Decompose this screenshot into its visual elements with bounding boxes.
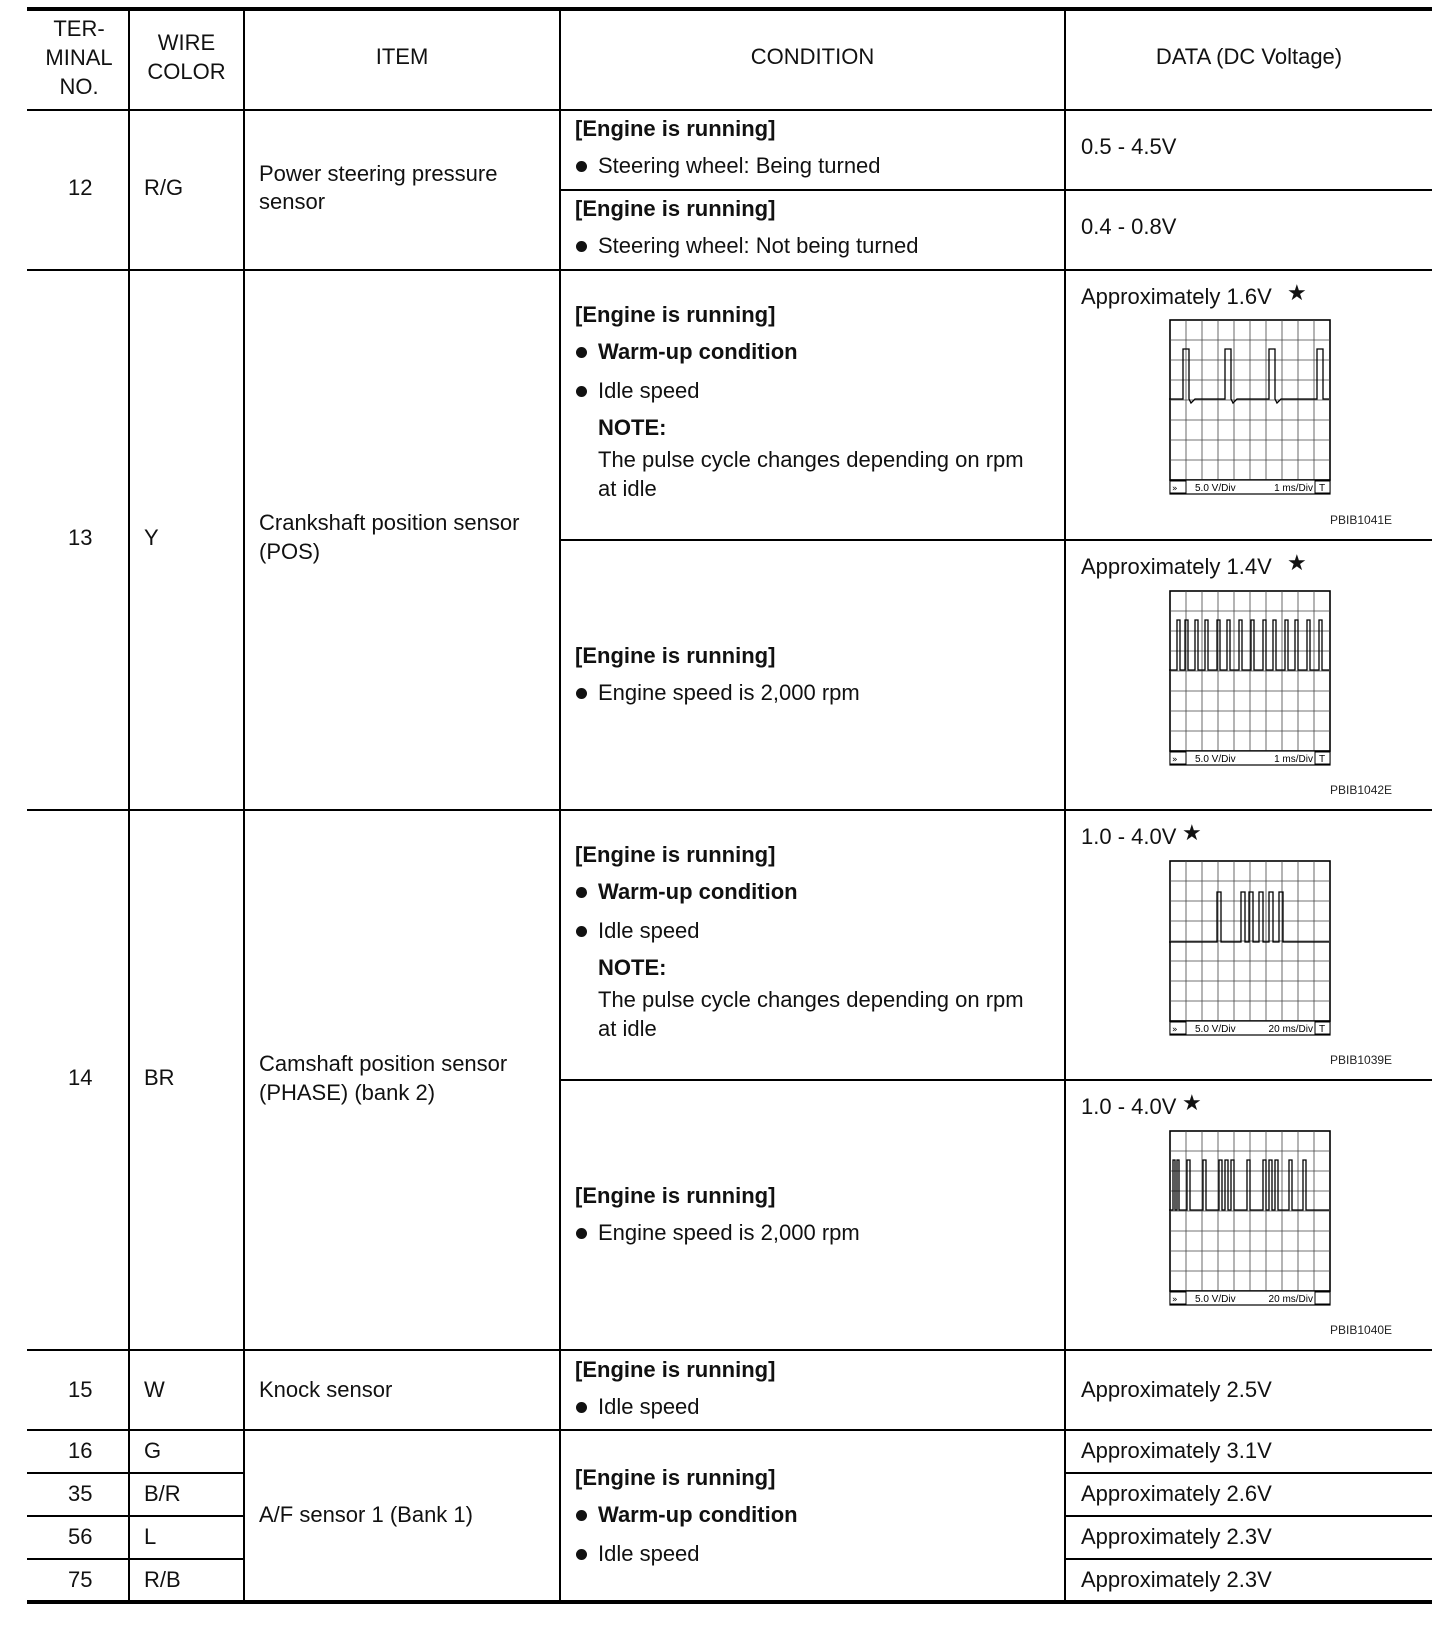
col-divider-4 [1064,10,1066,1602]
scope-run-icon: » [1172,1295,1178,1305]
rule-top [27,7,1432,11]
scope-run-icon: » [1172,1025,1178,1035]
cond-af-engine: [Engine is running] [575,1465,776,1490]
rule-af-3d [1065,1558,1432,1560]
cond-14a-note-line1: The pulse cycle changes depending on rpm [598,987,1024,1012]
cond-14a-warmup: Warm-up condition [598,879,798,904]
cond-13a-note-label: NOTE: [598,415,667,440]
scope-volt-div: 5.0 V/Div [1195,1294,1236,1305]
bullet [576,926,587,937]
cond-12b-detail: Steering wheel: Not being turned [598,233,919,258]
cond-af-warmup: Warm-up condition [598,1502,798,1527]
scope-trigger-mark: T [1319,754,1326,765]
oscilloscope-waveform [1169,590,1331,770]
star-icon: ★ [1182,820,1202,845]
wire-13: Y [144,525,159,550]
cond-14a-idle: Idle speed [598,918,700,943]
scope-run-icon: » [1172,755,1178,765]
data-14b: 1.0 - 4.0V [1081,1094,1177,1119]
item-15: Knock sensor [259,1377,393,1402]
cond-af-idle: Idle speed [598,1541,700,1566]
wire-12: R/G [144,175,184,200]
scope-trigger-mark: T [1319,483,1326,494]
terminal-56: 56 [68,1524,93,1549]
scope-trace [1169,349,1329,403]
col-divider-3 [559,10,561,1602]
bullet [576,347,587,358]
cond-12a-engine: [Engine is running] [575,116,776,141]
scope-volt-div: 5.0 V/Div [1195,1024,1236,1035]
header-condition: CONDITION [750,44,875,69]
rule-bottom [27,1600,1432,1604]
cond-12b-engine: [Engine is running] [575,196,776,221]
data-75: Approximately 2.3V [1081,1567,1272,1592]
terminal-14: 14 [68,1065,93,1090]
scope-run-icon: » [1172,484,1178,494]
col-divider-1 [128,10,130,1602]
item-12-line1: Power steering pressure [259,161,498,186]
item-af: A/F sensor 1 (Bank 1) [259,1502,473,1527]
rule-14-split [560,1079,1432,1081]
data-15: Approximately 2.5V [1081,1377,1272,1402]
rule-af-3 [27,1558,243,1560]
rule-12-bottom [27,269,1432,271]
rule-13-split [560,539,1432,541]
wire-56: L [144,1524,157,1549]
wire-14: BR [144,1065,175,1090]
scope-trace [1169,892,1329,942]
rule-af-2 [27,1515,243,1517]
cond-12a-detail: Steering wheel: Being turned [598,153,881,178]
terminal-12: 12 [68,175,93,200]
scope-trace [1169,1160,1329,1210]
header-terminal-no: TER- MINAL NO. [45,16,113,99]
rule-af-2d [1065,1515,1432,1517]
rule-13-bottom [27,809,1432,811]
rule-af-1d [1065,1472,1432,1474]
cond-13b-detail: Engine speed is 2,000 rpm [598,680,860,705]
cond-15-engine: [Engine is running] [575,1357,776,1382]
star-icon: ★ [1182,1090,1202,1115]
oscilloscope-waveform [1169,1130,1331,1310]
star-icon: ★ [1287,550,1307,575]
wire-16: G [144,1438,162,1463]
cond-14a-engine: [Engine is running] [575,842,776,867]
header-data: DATA (DC Voltage) [1155,44,1343,69]
cond-14a-note-label: NOTE: [598,955,667,980]
figure-code: PBIB1040E [1330,1323,1393,1337]
wire-15: W [144,1377,165,1402]
terminal-16: 16 [68,1438,93,1463]
item-14-line2: (PHASE) (bank 2) [259,1080,436,1105]
header-item: ITEM [375,44,429,69]
cond-13a-engine: [Engine is running] [575,302,776,327]
bullet [576,161,587,172]
rule-12-split [560,189,1432,191]
cond-14b-detail: Engine speed is 2,000 rpm [598,1220,860,1245]
header-wire-color: WIRE COLOR [147,30,226,84]
scope-time-div: 20 ms/Div [1268,1294,1313,1305]
rule-af-1 [27,1472,243,1474]
scope-trigger-mark: T [1319,1024,1326,1035]
bullet [576,1510,587,1521]
figure-code: PBIB1042E [1330,783,1393,797]
item-12-line2: sensor [259,189,326,214]
scope-time-div: 1 ms/Div [1274,754,1313,765]
star-icon: ★ [1287,280,1307,305]
bullet [576,887,587,898]
item-14-line1: Camshaft position sensor [259,1051,508,1076]
data-35: Approximately 2.6V [1081,1481,1272,1506]
cond-14b-engine: [Engine is running] [575,1183,776,1208]
terminal-35: 35 [68,1481,93,1506]
bullet [576,1402,587,1413]
data-16: Approximately 3.1V [1081,1438,1272,1463]
wire-35: B/R [144,1481,181,1506]
scope-volt-div: 5.0 V/Div [1195,754,1236,765]
scope-trigger-box [1315,1292,1330,1304]
data-56: Approximately 2.3V [1081,1524,1272,1549]
data-12b: 0.4 - 0.8V [1081,214,1177,239]
cond-13a-note-line2: at idle [598,476,657,501]
cond-13a-idle: Idle speed [598,378,700,403]
scope-time-div: 1 ms/Div [1274,483,1313,494]
cond-15-idle: Idle speed [598,1394,700,1419]
terminal-75: 75 [68,1567,93,1592]
bullet [576,1549,587,1560]
item-13-line1: Crankshaft position sensor [259,510,520,535]
oscilloscope-waveform [1169,319,1331,499]
item-13-line2: (POS) [259,539,321,564]
terminal-13: 13 [68,525,93,550]
bullet [576,1228,587,1239]
figure-code: PBIB1039E [1330,1053,1393,1067]
rule-14-bottom [27,1349,1432,1351]
cond-13a-warmup: Warm-up condition [598,339,798,364]
bullet [576,386,587,397]
scope-time-div: 20 ms/Div [1268,1024,1313,1035]
data-13a: Approximately 1.6V [1081,284,1272,309]
oscilloscope-waveform [1169,860,1331,1040]
data-12a: 0.5 - 4.5V [1081,134,1177,159]
terminal-15: 15 [68,1377,93,1402]
scope-trace [1169,620,1329,670]
cond-13a-note-line1: The pulse cycle changes depending on rpm [598,447,1024,472]
scope-volt-div: 5.0 V/Div [1195,483,1236,494]
figure-code: PBIB1041E [1330,513,1393,527]
rule-15-bottom [27,1429,1432,1431]
cond-13b-engine: [Engine is running] [575,643,776,668]
data-14a: 1.0 - 4.0V [1081,824,1177,849]
wire-75: R/B [144,1567,181,1592]
bullet [576,688,587,699]
cond-14a-note-line2: at idle [598,1016,657,1041]
rule-header-bottom [27,109,1432,111]
col-divider-2 [243,10,245,1602]
data-13b: Approximately 1.4V [1081,554,1272,579]
bullet [576,241,587,252]
